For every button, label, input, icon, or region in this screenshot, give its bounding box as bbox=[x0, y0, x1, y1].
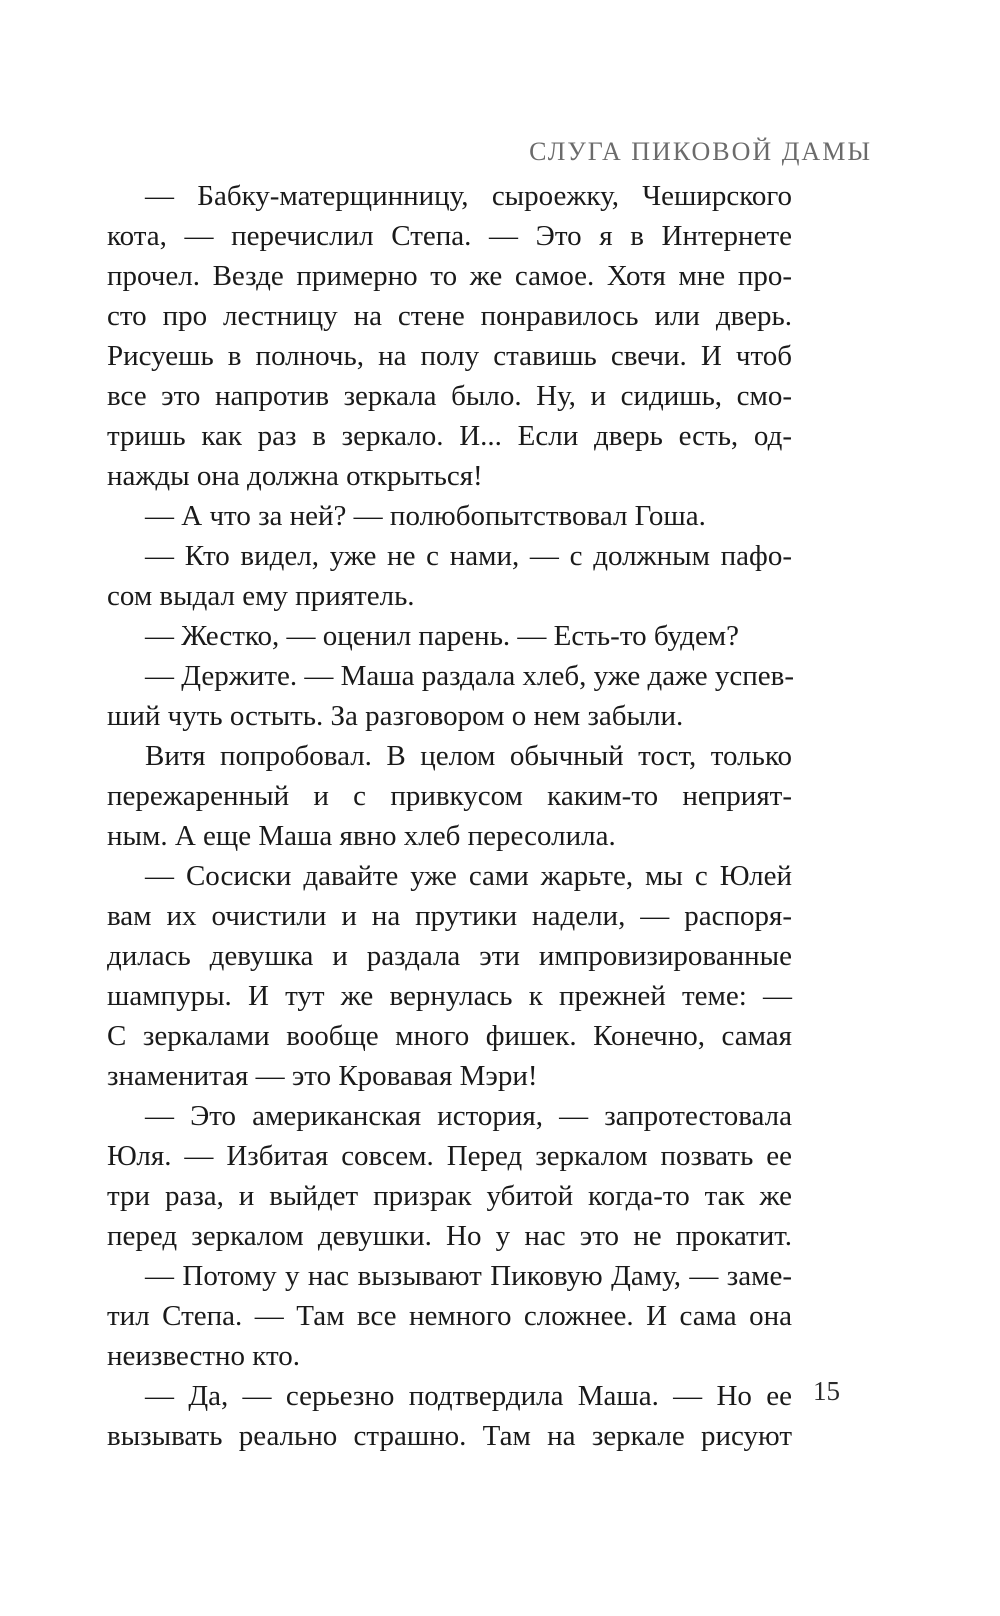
text-line: — Жестко, — оценил парень. — Есть-то будем? bbox=[145, 620, 740, 652]
text-line: дилась девушка и раздала эти импровизированные bbox=[107, 940, 792, 972]
text-line: Рисуешь в полночь, на полу ставишь свечи. И чтоб bbox=[107, 340, 792, 372]
text-line: Витя попробовал. В целом обычный тост, только bbox=[145, 740, 792, 772]
text-line: перед зеркалом девушки. Но у нас это не прокатит. bbox=[107, 1220, 792, 1252]
text-line: вызывать реально страшно. Там на зеркале рисуют bbox=[107, 1420, 792, 1452]
text-line: все это напротив зеркала было. Ну, и сидишь, смо- bbox=[107, 380, 792, 412]
text-line: С зеркалами вообще много фишек. Конечно, самая bbox=[107, 1020, 792, 1052]
page-number: 15 bbox=[813, 1376, 840, 1406]
text-line: ным. А еще Маша явно хлеб пересолила. bbox=[107, 820, 616, 852]
text-line: — Бабку-матерщинницу, сыроежку, Чеширского bbox=[145, 180, 792, 212]
text-line: три раза, и выйдет призрак убитой когда-то так же bbox=[107, 1180, 792, 1212]
text-line: — Держите. — Маша раздала хлеб, уже даже успев- bbox=[145, 660, 795, 692]
text-line: кота, — перечислил Степа. — Это я в Интернете bbox=[107, 220, 792, 252]
text-line: — Да, — серьезно подтвердила Маша. — Но ее bbox=[145, 1380, 792, 1412]
running-header-title: СЛУГА ПИКОВОЙ ДАМЫ bbox=[529, 137, 872, 166]
text-line: сом выдал ему приятель. bbox=[107, 580, 415, 612]
text-line: — Кто видел, уже не с нами, — с должным пафо- bbox=[145, 540, 792, 572]
text-line: вам их очистили и на прутики надели, — распоря- bbox=[107, 900, 792, 932]
text-line: — А что за ней? — полюбопытствовал Гоша. bbox=[145, 500, 706, 532]
text-line: шампуры. И тут же вернулась к прежней теме: — bbox=[107, 980, 792, 1012]
text-line: нажды она должна открыться! bbox=[107, 460, 483, 492]
text-line: тришь как раз в зеркало. И... Если дверь есть, од- bbox=[107, 420, 792, 452]
text-line: сто про лестницу на стене понравилось или дверь. bbox=[107, 300, 792, 332]
text-line: — Сосиски давайте уже сами жарьте, мы с Юлей bbox=[145, 860, 792, 892]
text-line: прочел. Везде примерно то же самое. Хотя мне про- bbox=[107, 260, 792, 292]
text-line: тил Степа. — Там все немного сложнее. И сама она bbox=[107, 1300, 792, 1332]
text-line: пережаренный и с привкусом каким-то неприят- bbox=[107, 780, 792, 812]
text-line: — Потому у нас вызывают Пиковую Даму, — заме- bbox=[145, 1260, 792, 1292]
text-line: Юля. — Избитая совсем. Перед зеркалом позвать ее bbox=[107, 1140, 792, 1172]
text-line: ший чуть остыть. За разговором о нем забыли. bbox=[107, 700, 684, 732]
body-text bbox=[107, 176, 795, 1456]
text-line: — Это американская история, — запротестовала bbox=[145, 1100, 792, 1132]
text-line: неизвестно кто. bbox=[107, 1340, 301, 1372]
text-line: знаменитая — это Кровавая Мэри! bbox=[107, 1060, 538, 1092]
